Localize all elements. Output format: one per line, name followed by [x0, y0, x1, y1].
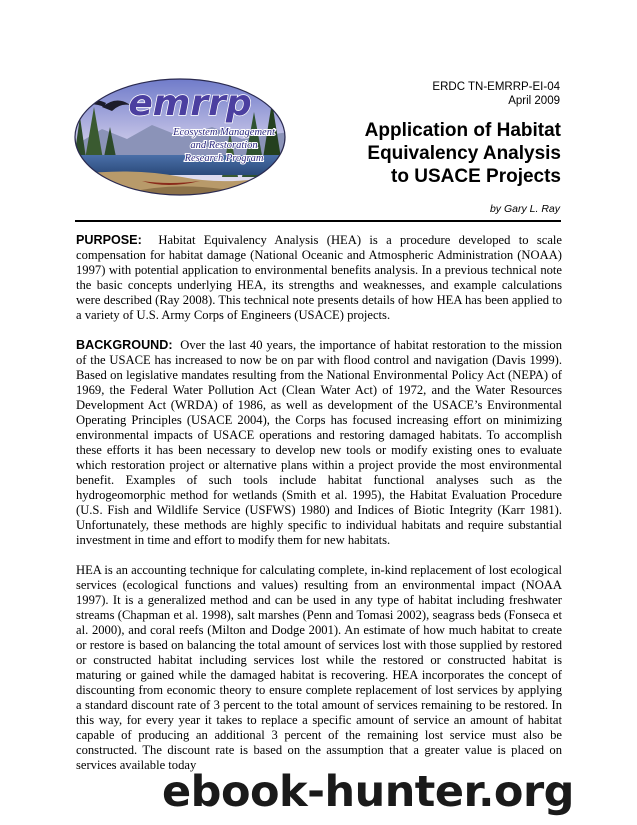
- background-heading: BACKGROUND:: [76, 338, 173, 352]
- doc-date: April 2009: [508, 95, 560, 107]
- header-divider: [75, 220, 561, 222]
- title-line-1: Application of Habitat: [364, 120, 561, 141]
- purpose-paragraph: [76, 233, 562, 323]
- hea-paragraph: HEA is an accounting technique for calculating complete, in-kind replacement of lost ecological services (ecological functions and values) resulting from an environmental impact (NOAA 1997). It is a generalized method and can be used in any type of habitat including freshwater streams (Chapman et al. 1998), salt marshes (Penn and Tomasi 2002), seagrass beds (Fonseca et al. 2000), and coral reefs (Milton and Dodge 2001). An estimate of how much habitat to create or restore is based on balancing the total amount of services lost with those supplied by restored or constructed habitat including services lost while the restored or constructed habitat is maturing or gained while the damaged habitat is recovering. HEA incorporates the concept of discounting from economic theory to ensure complete replacement of lost services by applying a standard discount rate of 3 percent to the total amount of services remaining to be restored. In this way, for every year it takes to replace a specific amount of service an amount of habitat capable of producing an additional 3 percent of the remaining lost service must also be constructed. The discount rate is based on the assumption that a greater value is placed on services available today: [76, 563, 562, 772]
- purpose-heading: PURPOSE:: [76, 233, 142, 247]
- emrrp-logo: [72, 77, 288, 197]
- document-body: [76, 233, 562, 788]
- doc-number: ERDC TN-EMRRP-EI-04: [432, 81, 560, 93]
- watermark-text: ebook-hunter.org: [162, 767, 574, 817]
- document-identifier: [432, 80, 560, 108]
- svg-text:emrrp: emrrp: [128, 83, 252, 124]
- purpose-text: Habitat Equivalency Analysis (HEA) is a procedure developed to scale compensation for habitat damage (National Oceanic and Atmospheric Administration (NOAA) 1997) with potential application to environmental benefits analysis. In a previous technical note the basic concepts underlying HEA, its strengths and weaknesses, and example calculations were described (Ray 2008). This technical note presents details of how HEA has been applied to a variety of U.S. Army Corps of Engineers (USACE) projects.: [76, 233, 562, 322]
- background-text: Over the last 40 years, the importance of habitat restoration to the mission of the USACE has increased to now be on par with flood control and navigation (Davis 1999). Based on legislative mandates resulting from the National Environmental Policy Act (NEPA) of 1969, the Federal Water Pollution Act (Clean Water Act) of 1972, and the Water Resources Development Act (WRDA) of 1986, as well as development of the USACE’s Environmental Operating Principles (USACE 2004), the Corps has focused increasing effort on minimizing environmental impacts of USACE operations and restoring damaged habitats. To accomplish these efforts it has been necessary to develop new tools or modify existing ones to evaluate which restoration project or alternative plans within a project provide the most environmental benefit. Examples of such tools include habitat functional analyses such as the hydrogeomorphic method for wetlands (Smith et al. 1995), the Habitat Evaluation Procedure (U.S. Fish and Wildlife Service (USFWS) 1980) and Indices of Biotic Integrity (Karr 1981). Unfortunately, these methods are highly specific to individual habitats and require substantial investment in time and effort to modify them for new habitats.: [76, 338, 563, 547]
- svg-text:Ecosystem Management: Ecosystem Management: [173, 127, 275, 138]
- svg-text:and Restoration: and Restoration: [190, 140, 258, 151]
- title-line-2: Equivalency Analysis: [367, 143, 561, 164]
- title-line-3: to USACE Projects: [391, 166, 561, 187]
- author-byline: by Gary L. Ray: [489, 203, 560, 215]
- background-paragraph: [76, 338, 562, 548]
- document-title: [261, 119, 561, 188]
- svg-text:Research Program: Research Program: [184, 153, 264, 164]
